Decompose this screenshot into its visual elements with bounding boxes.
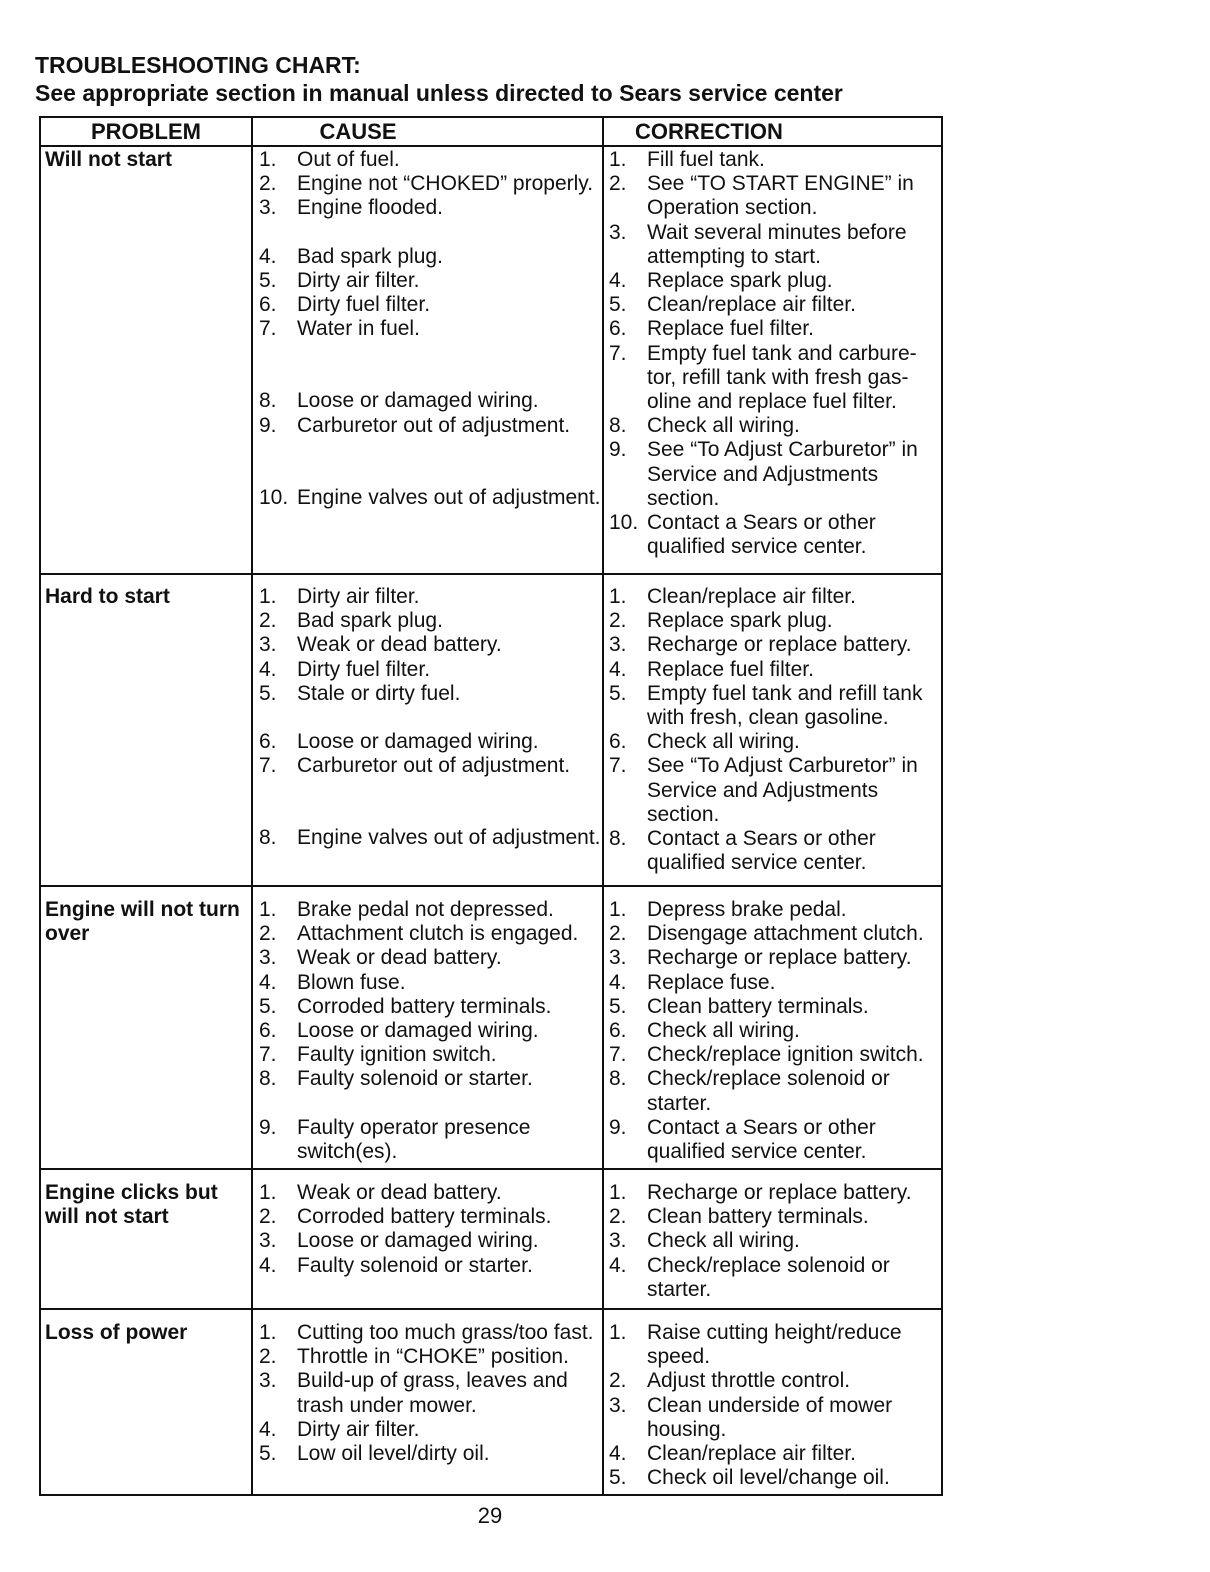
row-divider [41, 885, 941, 887]
list-item: 10. Contact a Sears or other qualified service center. [609, 511, 876, 559]
list-item: 1. Raise cutting height/reduce speed. [609, 1321, 902, 1369]
causes-loss-of-power [259, 1321, 609, 1466]
list-item: 5. Dirty air filter. [259, 268, 420, 292]
list-item: 4. Clean/replace air filter. [609, 1442, 856, 1466]
list-item: 5. Stale or dirty fuel. [259, 681, 461, 705]
list-item: 9. Faulty operator presence switch(es). [259, 1115, 531, 1163]
page-number: 29 [477, 1503, 503, 1528]
header-correction: CORRECTION [635, 119, 783, 144]
list-item: 2. Adjust throttle control. [609, 1369, 851, 1393]
list-item: 8. Check all wiring. [609, 414, 800, 438]
list-item: 2. See “TO START ENGINE” in Operation section. [609, 172, 914, 220]
page-subtitle: See appropriate section in manual unless directed to Sears service center [35, 80, 843, 106]
list-item: 7. See “To Adjust Carburetor” in Service and Adjustments section. [609, 754, 918, 826]
list-item: 3. Loose or damaged wiring. [259, 1229, 539, 1253]
list-item: 7. Check/replace ignition switch. [609, 1043, 924, 1067]
corrections-loss-of-power [609, 1321, 943, 1490]
list-item: 1. Fill fuel tank. [609, 148, 765, 171]
list-item: 5. Low oil level/dirty oil. [259, 1442, 490, 1466]
list-item: 1. Weak or dead battery. [259, 1181, 502, 1204]
corrections-engine-clicks [609, 1181, 943, 1302]
list-item: 4. Bad spark plug. [259, 244, 443, 268]
list-item: 1. Cutting too much grass/too fast. [259, 1321, 594, 1344]
list-item: 4. Replace spark plug. [609, 269, 833, 293]
causes-engine-will-not-turn-over [259, 898, 609, 1164]
list-item: 3. Recharge or replace battery. [609, 633, 912, 657]
list-item: 9. Carburetor out of adjustment. [259, 413, 571, 437]
corrections-will-not-start [609, 148, 943, 559]
causes-hard-to-start [259, 585, 609, 851]
list-item: 3. Clean underside of mower housing. [609, 1393, 893, 1441]
list-item: 1. Dirty air filter. [259, 585, 420, 608]
list-item: 7. Carburetor out of adjustment. [259, 754, 571, 778]
row-divider [41, 573, 941, 575]
list-item: 8. Loose or damaged wiring. [259, 389, 539, 413]
list-item: 4. Dirty air filter. [259, 1417, 420, 1441]
list-item: 10. Engine valves out of adjustment. [259, 485, 601, 509]
problem-engine-clicks: Engine clicks but will not start [45, 1181, 218, 1228]
page-title: TROUBLESHOOTING CHART: [35, 52, 361, 78]
list-item: 4. Faulty solenoid or starter. [259, 1253, 533, 1277]
list-item: 3. Wait several minutes before attempting to start. [609, 220, 907, 268]
problem-loss-of-power: Loss of power [45, 1321, 188, 1344]
header-cause: CAUSE [319, 119, 397, 144]
list-item: 2. Replace spark plug. [609, 609, 833, 633]
list-item: 4. Blown fuse. [259, 970, 406, 994]
list-item: 7. Faulty ignition switch. [259, 1043, 497, 1067]
corrections-hard-to-start [609, 585, 943, 875]
list-item: 5. Clean/replace air filter. [609, 293, 856, 317]
list-item: 3. Weak or dead battery. [259, 633, 502, 657]
list-item: 8. Engine valves out of adjustment. [259, 826, 601, 850]
list-item: 2. Throttle in “CHOKE” position. [259, 1345, 569, 1369]
list-item: 3. Engine flooded. [259, 196, 443, 220]
list-item: 5. Check oil level/change oil. [609, 1466, 890, 1490]
problem-hard-to-start: Hard to start [45, 585, 170, 608]
list-item: 1. Depress brake pedal. [609, 898, 847, 921]
list-item: 4. Check/replace solenoid or starter. [609, 1253, 890, 1301]
causes-engine-clicks [259, 1181, 609, 1278]
list-item: 8. Contact a Sears or other qualified service center. [609, 827, 876, 875]
list-item: 3. Check all wiring. [609, 1229, 800, 1253]
list-item: 2. Attachment clutch is engaged. [259, 922, 579, 946]
list-item: 2. Disengage attachment clutch. [609, 922, 924, 946]
list-item: 4. Dirty fuel filter. [259, 657, 431, 681]
list-item: 3. Recharge or replace battery. [609, 946, 912, 970]
corrections-engine-will-not-turn-over [609, 898, 943, 1164]
list-item: 1. Clean/replace air filter. [609, 585, 856, 608]
list-item: 1. Recharge or replace battery. [609, 1181, 912, 1204]
list-item: 4. Replace fuse. [609, 970, 776, 994]
list-item: 8. Check/replace solenoid or starter. [609, 1067, 890, 1115]
column-divider [251, 118, 253, 1494]
list-item: 5. Corroded battery terminals. [259, 994, 552, 1018]
list-item: 6. Check all wiring. [609, 730, 800, 754]
list-item: 6. Dirty fuel filter. [259, 293, 431, 317]
list-item: 1. Brake pedal not depressed. [259, 898, 554, 921]
list-item: 2. Corroded battery terminals. [259, 1205, 552, 1229]
list-item: 3. Weak or dead battery. [259, 946, 502, 970]
list-item: 7. Empty fuel tank and carbure-tor, refill tank with fresh gas-oline and replace fuel filter. [609, 341, 917, 414]
list-item: 3. Build-up of grass, leaves and trash under mower. [259, 1369, 568, 1417]
list-item: 1. Out of fuel. [259, 148, 400, 171]
row-divider [41, 1168, 941, 1170]
list-item: 4. Replace fuel filter. [609, 657, 814, 681]
list-item: 6. Check all wiring. [609, 1019, 800, 1043]
list-item: 6. Loose or damaged wiring. [259, 1019, 539, 1043]
list-item: 9. Contact a Sears or other qualified service center. [609, 1115, 876, 1164]
list-item: 6. Loose or damaged wiring. [259, 730, 539, 754]
list-item: 2. Bad spark plug. [259, 609, 443, 633]
list-item: 6. Replace fuel filter. [609, 317, 814, 341]
troubleshooting-table [39, 116, 943, 1496]
row-divider [41, 1308, 941, 1310]
header-problem: PROBLEM [91, 119, 201, 144]
list-item: 5. Clean battery terminals. [609, 994, 869, 1018]
list-item: 7. Water in fuel. [259, 317, 420, 341]
list-item: 2. Engine not “CHOKED” properly. [259, 172, 594, 196]
list-item: 5. Empty fuel tank and refill tank with fresh, clean gasoline. [609, 681, 923, 730]
causes-will-not-start [259, 148, 609, 510]
problem-engine-will-not-turn-over: Engine will not turn over [45, 898, 240, 945]
header-divider [41, 145, 941, 147]
list-item: 2. Clean battery terminals. [609, 1205, 869, 1229]
list-item: 8. Faulty solenoid or starter. [259, 1067, 533, 1091]
problem-will-not-start: Will not start [45, 148, 172, 171]
list-item: 9. See “To Adjust Carburetor” in Service and Adjustments section. [609, 438, 918, 510]
